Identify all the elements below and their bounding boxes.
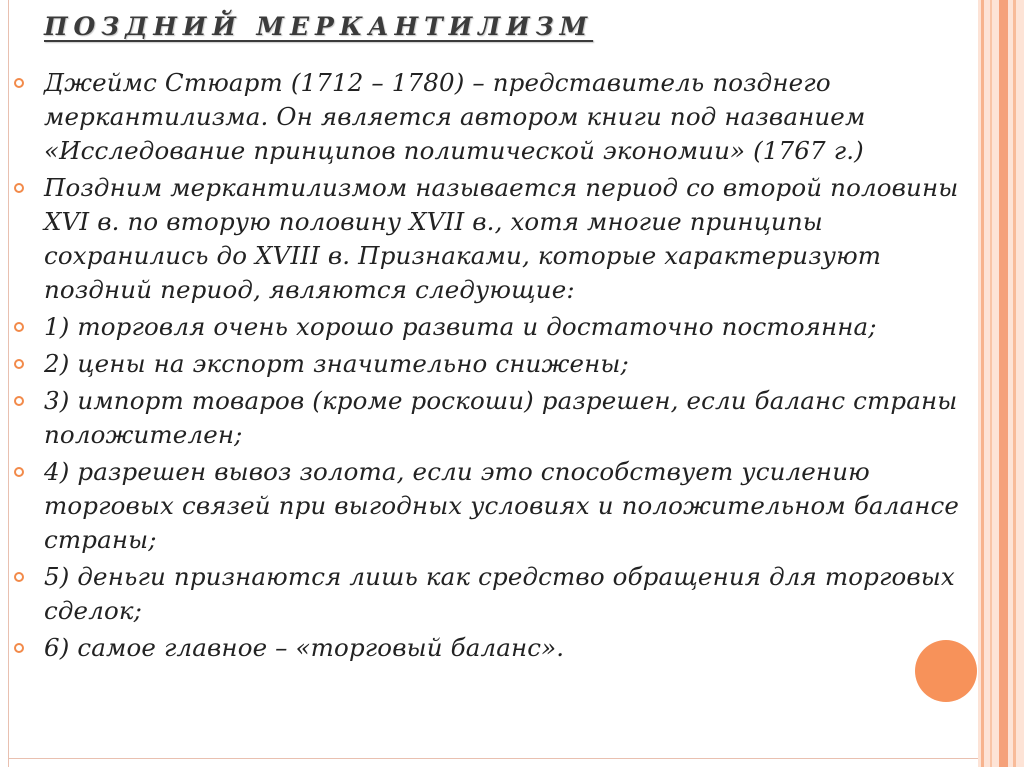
frame-left-line [8, 0, 9, 767]
bullet-circle-icon [14, 643, 24, 653]
list-item [14, 631, 979, 665]
decorative-stripe [999, 0, 1008, 767]
decorative-stripe [981, 0, 984, 767]
list-item [14, 310, 979, 344]
bullet-circle-icon [14, 359, 24, 369]
list-item-text: 5) деньги признаются лишь как средство обращения для торговых сделок; [44, 562, 955, 625]
list-item [14, 347, 979, 381]
list-item-text: 6) самое главное – «торговый баланс». [44, 633, 565, 662]
list-item-text: 2) цены на экспорт значительно снижены; [44, 349, 629, 378]
bullet-circle-icon [14, 78, 24, 88]
list-item-text: 4) разрешен вывоз золота, если это способствует усилению торговых связей при выгодных условиях и положительном балансе страны; [44, 457, 960, 554]
list-item-text: Поздним меркантилизмом называется период со второй половины XVI в. по вторую половину XVII в., хотя многие принципы сохранились до XVIII в. Признаками, которые характеризуют поздний период, являются следующие: [44, 173, 959, 304]
list-item [14, 384, 979, 452]
bullet-circle-icon [14, 322, 24, 332]
bullet-circle-icon [14, 183, 24, 193]
slide-title: ПОЗДНИЙ МЕРКАНТИЛИЗМ [44, 12, 594, 41]
list-item [14, 560, 979, 628]
bullet-list [14, 66, 979, 668]
bullet-circle-icon [14, 572, 24, 582]
decorative-circle [915, 640, 977, 702]
bullet-circle-icon [14, 396, 24, 406]
list-item [14, 66, 979, 168]
frame-bottom-line [8, 758, 978, 759]
list-item [14, 171, 979, 307]
list-item-text: Джеймс Стюарт (1712 – 1780) – представитель позднего меркантилизма. Он является автором книги под названием «Исследование принципов политической экономии» (1767 г.) [44, 68, 866, 165]
list-item [14, 455, 979, 557]
list-item-text: 1) торговля очень хорошо развита и достаточно постоянна; [44, 312, 877, 341]
bullet-circle-icon [14, 467, 24, 477]
decorative-stripe [990, 0, 992, 767]
list-item-text: 3) импорт товаров (кроме роскоши) разрешен, если баланс страны положителен; [44, 386, 958, 449]
decorative-stripe [1013, 0, 1016, 767]
